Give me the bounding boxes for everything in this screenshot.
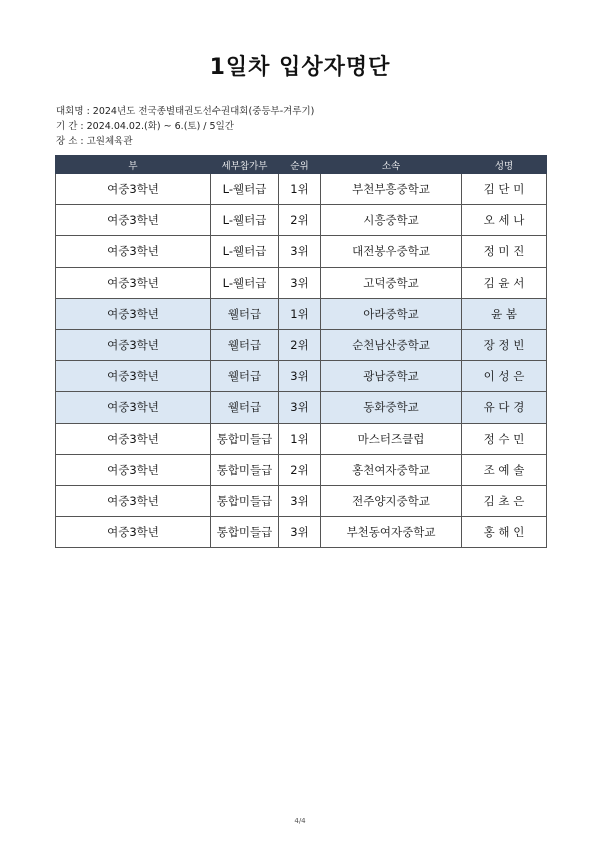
cell-affiliation: 마스터즈클럽 <box>321 423 462 454</box>
cell-affiliation: 부천부흥중학교 <box>321 174 462 205</box>
page-number: 4/4 <box>294 817 306 825</box>
cell-name: 조 예 솔 <box>462 454 547 485</box>
cell-name: 김 윤 서 <box>462 267 547 298</box>
table-row <box>56 236 547 267</box>
cell-rank: 1위 <box>279 174 321 205</box>
table-row <box>56 267 547 298</box>
table-row <box>56 361 547 392</box>
cell-affiliation: 홍천여자중학교 <box>321 454 462 485</box>
cell-affiliation: 대전봉우중학교 <box>321 236 462 267</box>
cell-division: 여중3학년 <box>56 174 211 205</box>
cell-name: 이 성 은 <box>462 361 547 392</box>
cell-name: 홍 해 인 <box>462 517 547 548</box>
cell-affiliation: 고덕중학교 <box>321 267 462 298</box>
table-row <box>56 392 547 423</box>
cell-division: 여중3학년 <box>56 517 211 548</box>
event-info-line <box>56 103 314 117</box>
winners-table <box>55 155 547 548</box>
cell-affiliation: 광남중학교 <box>321 361 462 392</box>
cell-division: 여중3학년 <box>56 205 211 236</box>
table-row <box>56 174 547 205</box>
cell-rank: 3위 <box>279 392 321 423</box>
cell-category: 통합미들급 <box>211 485 279 516</box>
cell-division: 여중3학년 <box>56 392 211 423</box>
cell-affiliation: 부천동여자중학교 <box>321 517 462 548</box>
cell-rank: 3위 <box>279 236 321 267</box>
event-value: : 2024년도 전국종별태권도선수권대회(중등부-겨루기) <box>86 106 315 117</box>
header-affiliation: 소속 <box>321 156 462 174</box>
table-row <box>56 454 547 485</box>
cell-affiliation: 전주양지중학교 <box>321 485 462 516</box>
cell-rank: 2위 <box>279 329 321 360</box>
cell-name: 장 정 빈 <box>462 329 547 360</box>
cell-division: 여중3학년 <box>56 361 211 392</box>
cell-category: L-웰터급 <box>211 174 279 205</box>
cell-category: L-웰터급 <box>211 236 279 267</box>
cell-division: 여중3학년 <box>56 329 211 360</box>
table-header-row <box>56 156 547 174</box>
cell-category: 웰터급 <box>211 361 279 392</box>
cell-rank: 2위 <box>279 454 321 485</box>
cell-division: 여중3학년 <box>56 298 211 329</box>
venue-info-line <box>56 133 133 147</box>
cell-rank: 3위 <box>279 267 321 298</box>
page-title: 1일차 입상자명단 <box>209 55 391 80</box>
cell-name: 정 수 민 <box>462 423 547 454</box>
period-value: : 2024.04.02.(화) ~ 6.(토) / 5일간 <box>80 121 234 132</box>
cell-name: 오 세 나 <box>462 205 547 236</box>
venue-label: 장 소 <box>56 136 78 147</box>
cell-category: 통합미들급 <box>211 517 279 548</box>
cell-name: 정 미 진 <box>462 236 547 267</box>
cell-name: 김 단 미 <box>462 174 547 205</box>
cell-category: L-웰터급 <box>211 205 279 236</box>
cell-name: 윤 봄 <box>462 298 547 329</box>
cell-category: 웰터급 <box>211 392 279 423</box>
period-info-line <box>56 118 234 132</box>
header-rank: 순위 <box>279 156 321 174</box>
table-row <box>56 298 547 329</box>
cell-affiliation: 순천남산중학교 <box>321 329 462 360</box>
cell-category: 통합미들급 <box>211 423 279 454</box>
table-row <box>56 205 547 236</box>
cell-affiliation: 시흥중학교 <box>321 205 462 236</box>
cell-division: 여중3학년 <box>56 267 211 298</box>
header-category: 세부참가부 <box>211 156 279 174</box>
cell-rank: 3위 <box>279 517 321 548</box>
cell-affiliation: 동화중학교 <box>321 392 462 423</box>
header-name: 성명 <box>462 156 547 174</box>
table-row <box>56 329 547 360</box>
cell-division: 여중3학년 <box>56 423 211 454</box>
cell-rank: 3위 <box>279 361 321 392</box>
table-row <box>56 423 547 454</box>
cell-category: 웰터급 <box>211 329 279 360</box>
cell-category: 통합미들급 <box>211 454 279 485</box>
table-row <box>56 485 547 516</box>
cell-name: 김 초 은 <box>462 485 547 516</box>
venue-value: : 고원체육관 <box>80 136 133 147</box>
cell-name: 유 다 경 <box>462 392 547 423</box>
cell-affiliation: 아라중학교 <box>321 298 462 329</box>
cell-division: 여중3학년 <box>56 454 211 485</box>
table-row <box>56 517 547 548</box>
event-label: 대회명 <box>56 106 84 117</box>
cell-category: L-웰터급 <box>211 267 279 298</box>
cell-rank: 2위 <box>279 205 321 236</box>
cell-rank: 3위 <box>279 485 321 516</box>
cell-category: 웰터급 <box>211 298 279 329</box>
period-label: 기 간 <box>56 121 78 132</box>
header-division: 부 <box>56 156 211 174</box>
cell-rank: 1위 <box>279 298 321 329</box>
cell-division: 여중3학년 <box>56 236 211 267</box>
cell-rank: 1위 <box>279 423 321 454</box>
cell-division: 여중3학년 <box>56 485 211 516</box>
